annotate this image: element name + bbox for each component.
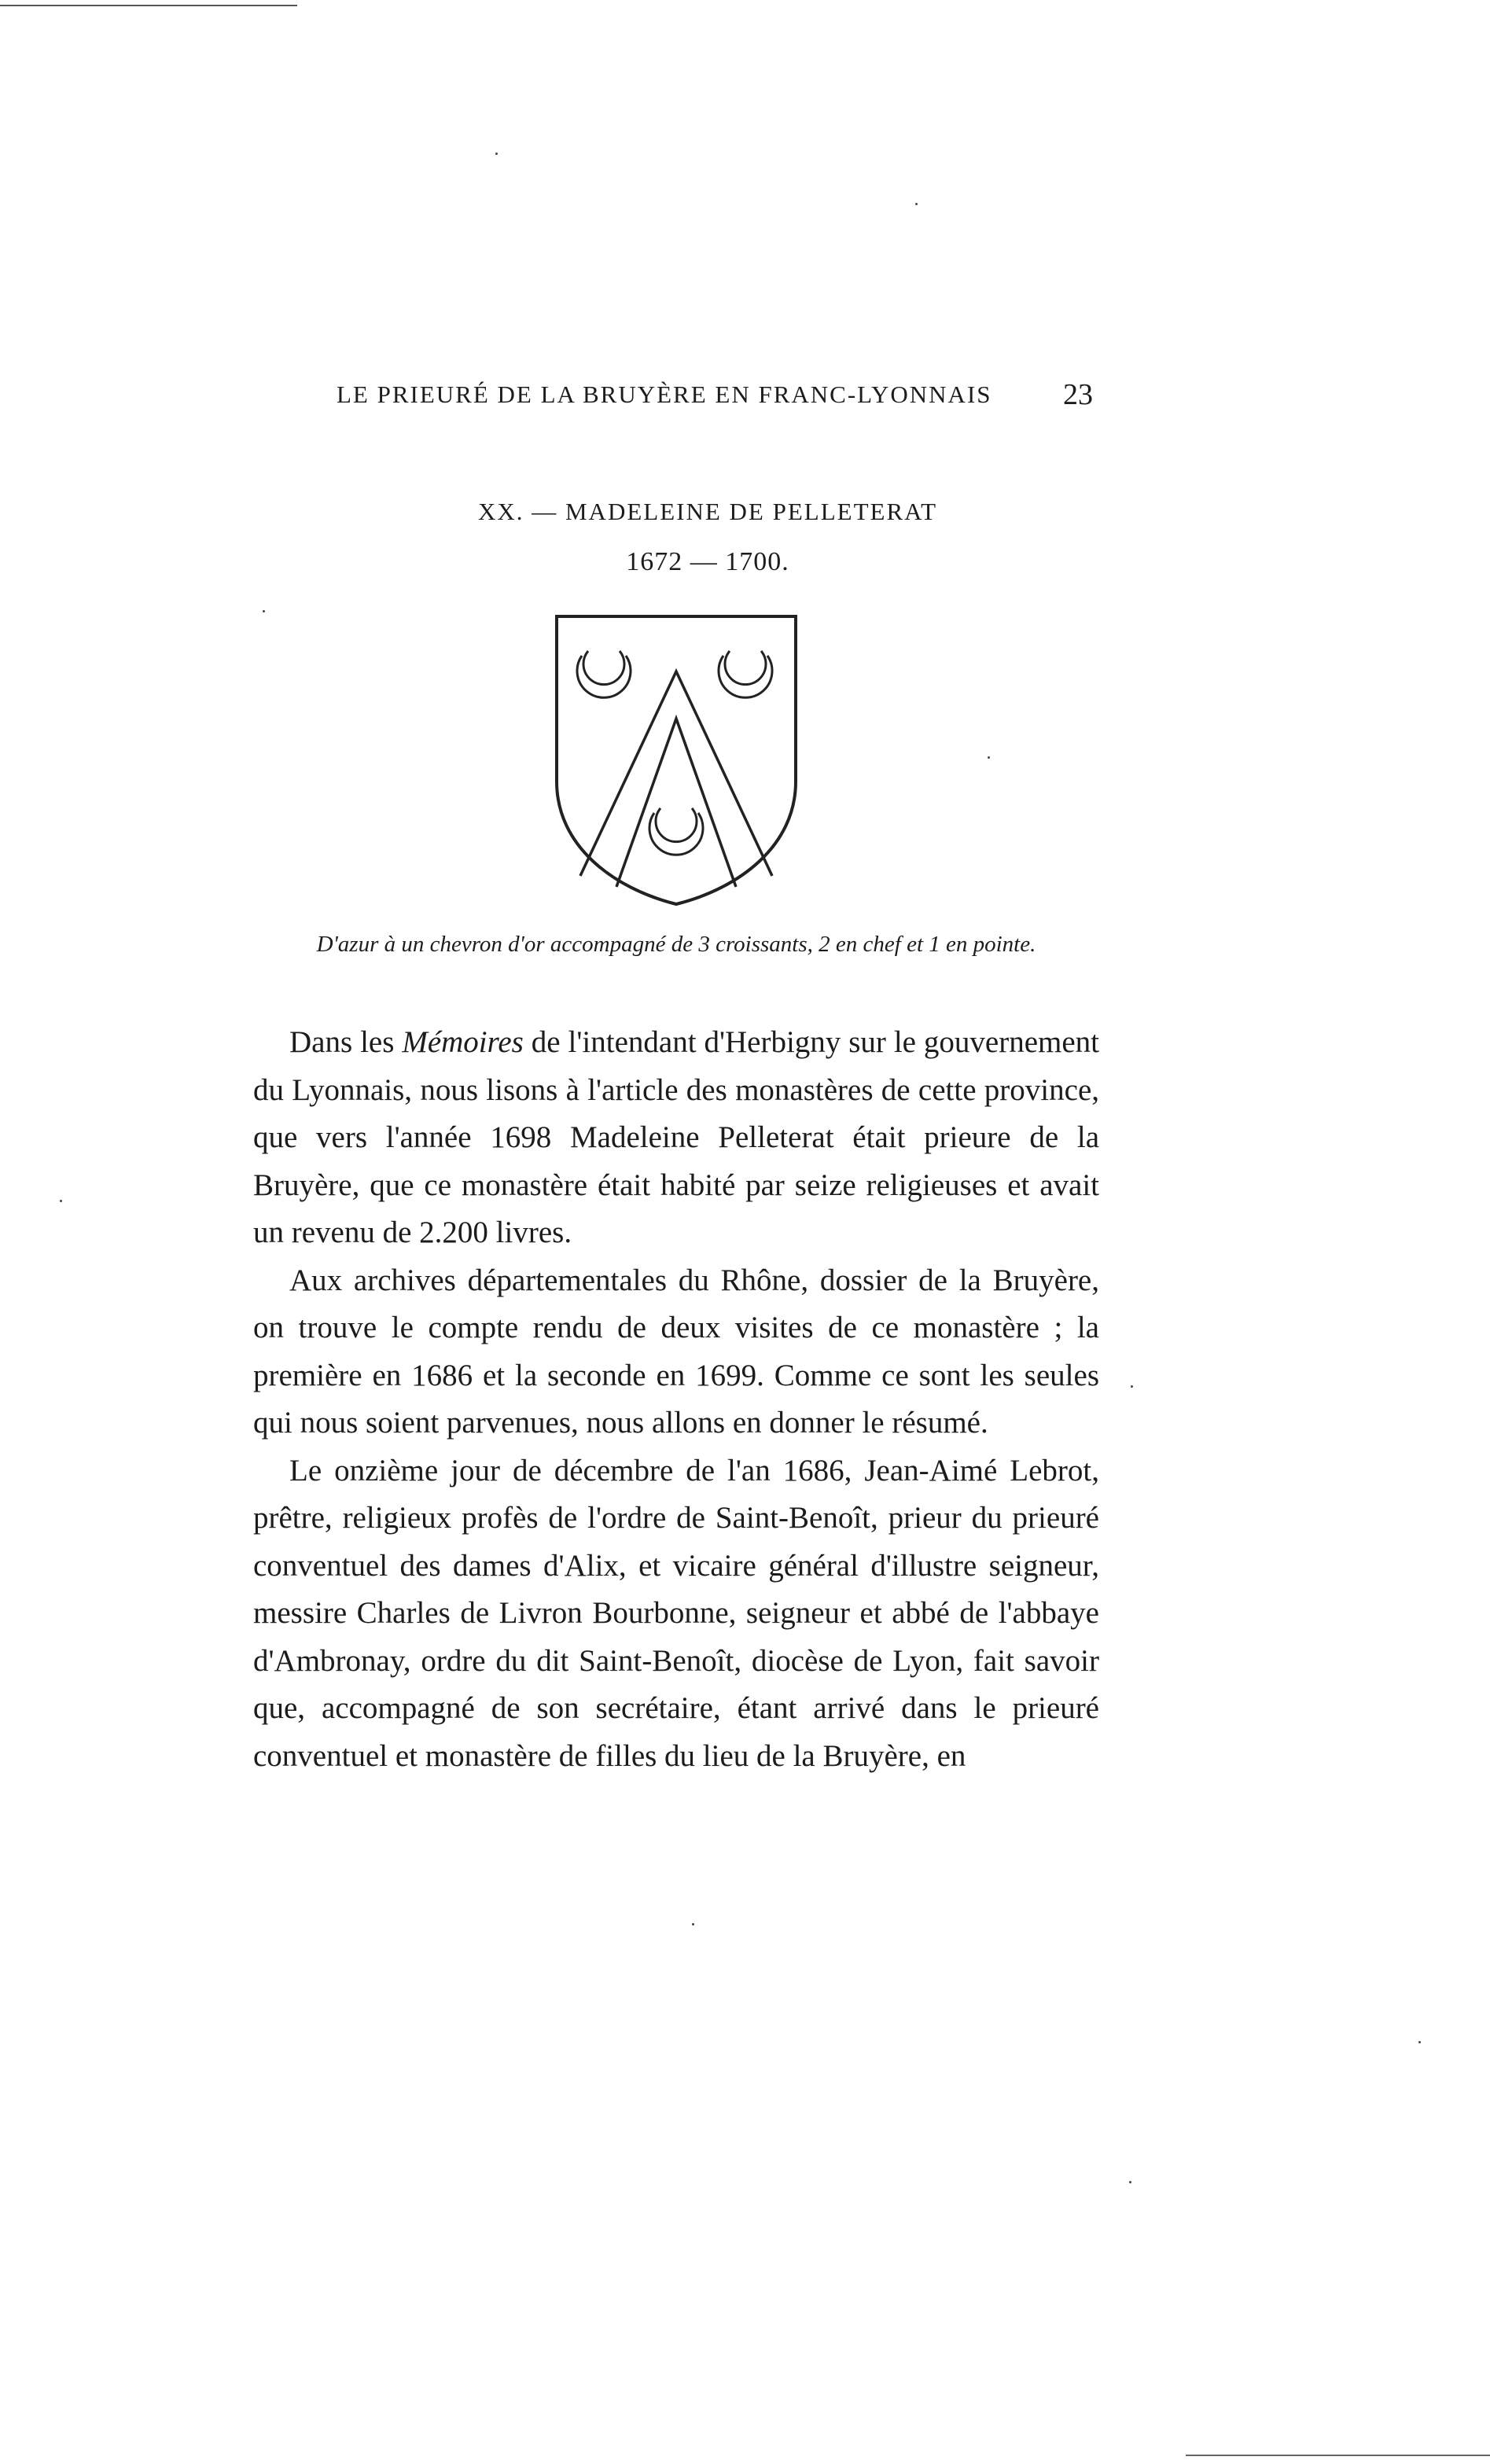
scan-speck: [692, 1923, 694, 1925]
section-dates: 1672 — 1700.: [626, 547, 789, 576]
paragraph-3: Le onzième jour de décembre de l'an 1686, Jean-Aimé Lebrot, prêtre, religieux profès de l'ordre de Saint-Benoît, prieur du prieuré conventuel des dames d'Alix, et vicaire général d'illustre seigneur, messire Charles de Livron Bourbonne, seigneur et abbé de l'abbaye d'Ambronay, ordre du dit Saint-Benoît, diocèse de Lyon, fait savoir que, accompagné de son secrétaire, étant arrivé dans le prieuré conventuel et monastère de filles du lieu de la Bruyère, en: [253, 1453, 1099, 1773]
scan-speck: [60, 1200, 62, 1202]
scan-speck: [495, 153, 498, 155]
page-number: 23: [1063, 378, 1093, 411]
blazon-caption: D'azur à un chevron d'or accompagné de 3 croissants, 2 en chef et 1 en pointe.: [316, 932, 1036, 957]
section-heading: XX. — MADELEINE DE PELLETERAT: [477, 498, 938, 525]
paragraph-2: Aux archives départementales du Rhône, dossier de la Bruyère, on trouve le compte rendu de deux visites de ce monastère ; la première en 1686 et la seconde en 1699. Comme ce sont les seules qui nous soient parvenues, nous allons en donner le résumé.: [253, 1263, 1099, 1440]
scan-speck: [1418, 2041, 1421, 2043]
scan-speck: [1131, 1385, 1133, 1388]
running-head-title: LE PRIEURÉ DE LA BRUYÈRE EN FRANC-LYONNAIS: [337, 381, 992, 408]
body-text: [253, 1019, 1099, 1780]
paragraph-1-rest: de l'intendant d'Herbigny sur le gouvernement du Lyonnais, nous lisons à l'article des monastères de cette province, que vers l'année 1698 Madeleine Pelleterat était prieure de la Bruyère, que ce monastère était habité par seize religieuses et avait un revenu de 2.200 livres.: [253, 1025, 1099, 1249]
top-edge-rule: [0, 5, 297, 6]
shield-outline: [557, 616, 796, 904]
memoires-title: Mémoires: [402, 1025, 524, 1059]
scan-speck: [915, 203, 918, 205]
running-head: [337, 371, 1093, 418]
paragraph-1-start: Dans les: [289, 1025, 403, 1059]
scan-speck: [1129, 2181, 1131, 2183]
scan-speck: [988, 756, 990, 759]
bottom-edge-rule: [1186, 2455, 1490, 2456]
paragraph-1: [253, 1019, 1099, 1257]
scan-speck: [263, 610, 265, 612]
coat-of-arms-shield: [550, 610, 802, 910]
